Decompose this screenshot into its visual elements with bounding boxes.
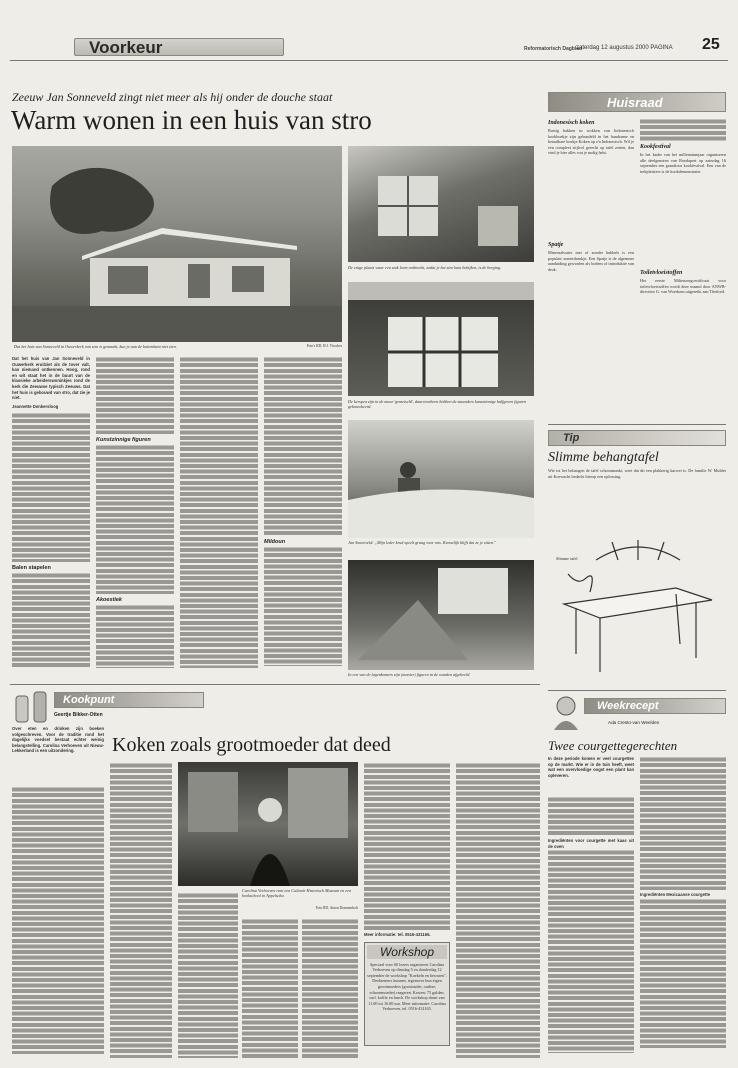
weekrecept-author: Ada Cresto-van Weelden (608, 720, 660, 725)
kookpunt-column-2 (110, 762, 172, 1058)
kookpunt-column-3 (178, 892, 238, 1058)
main-photo-credit: Foto's RD, H.J. Visscher (306, 344, 342, 348)
photo-caption-1: De enige plaats waar een stuk leem ontbreekt, zodat je het stro kunt bekijken, is de berging. (348, 265, 502, 270)
photo-caption-4: In een van de lagenkamers zijn (manier) figuren in de wanden afgebeeld. (348, 672, 471, 677)
kookpunt-column-5 (302, 918, 358, 1058)
section-title: Voorkeur (89, 38, 163, 57)
huisraad-item-title-3: Kookfestival (640, 144, 671, 150)
weekrecept-headline: Twee courgettegerechten (548, 738, 678, 753)
main-photo-caption: Dat het huis van Sonneveld in Ouwerkerk van stro is gemaakt, kun je aan de buitenkant niet zien. (14, 344, 177, 349)
kookpunt-author: Geertje Bikker-Otten (54, 712, 103, 718)
tip-label: Tip (563, 432, 580, 444)
straw-house-photo (12, 146, 342, 342)
article-body-2 (12, 572, 90, 668)
sonneveld-photo (348, 420, 534, 538)
workshop-title: Workshop (367, 945, 447, 959)
paper-name: Reformatorisch Dagblad (524, 46, 583, 52)
kookpunt-column-1 (12, 726, 104, 1058)
weekrecept-banner (584, 698, 726, 714)
window-photo (348, 282, 534, 396)
weekrecept-column-1 (548, 756, 634, 1058)
kookpunt-column-6 (364, 762, 450, 1058)
photo-caption-3: Jan Sonneveld: „Mijn leder krud speelt graag voor ons. Kennelijk blijft dat ze je zitten." (348, 540, 496, 545)
recipe-title-2: Ingrediënten Mexicaanse courgette (640, 892, 711, 897)
kookpunt-icons (12, 688, 52, 724)
weekrecept-column-2 (640, 756, 726, 1058)
workshop-box (364, 942, 450, 1046)
page-number: 25 (702, 36, 720, 53)
workshop-text: Speciaal voor 60 lezers organiseert Carolina Verhoeven op dinsdag 5 en donderdag 12 september de workshop "Koekeln en bewaren". Deelnemers kunnen, tegenover hun eigen grootmoeders (grootouder, oudere, schoonmoeder) reageren. Kosten: 75 gulden, incl. koffie en lunch. De workshop duurt van 11.00 tot 16.00 uur. Meer informatie: Carolina Verhoeven, tel. 0516-431165. (367, 961, 447, 1012)
tip-banner (548, 430, 726, 446)
article-byline: Jeannette Donkersloog (12, 403, 59, 409)
kookpunt-photo-credit: Foto RD, Anton Dommerholt (315, 906, 358, 910)
lower-rule (10, 684, 540, 685)
huisraad-item-text-1: Rustig bakken in wokken van Indonesisch kookboekje zijn gebundeld in het handzame en betaalbare boekje Koken op z'n Indonesisch. Wil je een compleet stijlvol gerecht op tafel zetten, dan vind je hier alles wat je nodig hebt. (548, 128, 634, 156)
page-header (10, 36, 728, 62)
tip-rule (548, 424, 726, 425)
main-title: Warm wonen in een huis van stro (11, 105, 372, 135)
article-column-1 (12, 356, 90, 668)
kookpunt-more-info: Meer informatie: tel. 0516-431165. (364, 932, 431, 937)
tip-text: Wie tot het behangen de tafel schoonmaakt, weet dat dit een plakkerig karwei is. De familie W. Mulder uit Koewacht bedacht hierop een oplossing. (548, 468, 726, 479)
huisraad-item-text-4: Het eerste Milieuzorgcertificaat voor toiletvloeistoffen wordt deze maand door ANWB-directeur G. van Woerkom uitgereikt aan Thetford. (640, 278, 726, 295)
salt-pepper-icon (12, 688, 52, 724)
kookpunt-title: Kookpunt (63, 694, 115, 706)
subhead-kunstzinnige: Kunstzinnige figuren (96, 437, 151, 443)
weekrecept-intro: In deze periode komen er veel courgettes op de markt. Wie er in de tuin heeft, weet wat een overvloedige oogst een plant kan opleveren. (548, 756, 634, 778)
huisraad-item-title-2: Spatje (548, 242, 564, 248)
article-column-2 (96, 356, 174, 668)
article-lead: Dat het huis van Jan Sonneveld in Ouwerkerk eruitziet als de tover valt, kan niemand ontkennen. Hoog, rond en wit staat het in de buurt van de klassieke arbeiderswoninkjes rond de kerk die Zeeuwse typisch Zeeuws. Dat het huis is gebouwd van stro, dat zie je niet. (12, 356, 90, 401)
kookpunt-column-4 (242, 918, 298, 1058)
subhead-balen: Balen stapelen (12, 565, 51, 572)
barn-interior-photo (348, 146, 534, 262)
header-rule (10, 60, 728, 61)
tip-caption: Slimme tafel (556, 556, 578, 561)
subhead-akoestiek: Akoestiek (96, 597, 122, 603)
room-photo (348, 560, 534, 670)
huisraad-item-text-3: In het kader van het millenniumjaar organiseren alle deelgenoten van Boedapest op zaterdag 16 september een grandioos kookfestival. Een van de trekpleisters is de kookdemonstratie. (640, 152, 726, 174)
house-drawing (12, 146, 342, 342)
kookpunt-headline: Koken zoals grootmoeder dat deed (112, 734, 391, 756)
section-banner (74, 38, 284, 56)
article-column-3 (180, 356, 258, 668)
huisraad-item-title-4: Toiletvloeistoffen (640, 270, 683, 276)
huisraad-item-text-2: Mineraalwater met of zonder bubbels is een populair zomerdrankje. Een Spatje is de algemene aanduiding geworden als bodem of introduktie van druk. (548, 250, 634, 272)
recipe-title-1: Ingrediënten voor courgette met kaas uit de oven (548, 838, 634, 849)
date-label: zaterdag 12 augustus 2000 PAGINA (576, 45, 673, 51)
kookpunt-column-7 (456, 762, 540, 1058)
kookpunt-photo-caption: Carolina Verhoeven runt een Culinair Historisch Museum en een kookschool in Appelscha. (242, 888, 352, 898)
kookpunt-intro: Over eten en drinken zijn boeken volgeschreven. Voor de traditie rond het dagelijks voedsel bestaat echter weinig belangstelling. Carolina Verhoeven uit Nieuw-Lekkerland is een uitzondering. (12, 726, 104, 754)
weekrecept-rule (548, 690, 726, 691)
huisraad-banner (548, 92, 726, 112)
tip-title: Slimme behangtafel (548, 450, 659, 465)
huisraad-column-1 (548, 118, 634, 418)
photo-caption-2: De kerspen zijn in de muur 'gemetseld', daarvoorheen hebben de staanders kunstzinnige halfgeven figuren gebouwheerd. (348, 399, 527, 409)
huisraad-column-2 (640, 118, 726, 418)
main-kicker: Zeeuw Jan Sonneveld zingt niet meer als hij onder de douche staat (12, 90, 333, 104)
huisraad-title: Huisraad (607, 95, 663, 110)
weekrecept-title: Weekrecept (597, 700, 659, 712)
chef-icon (552, 694, 580, 730)
article-column-4 (264, 356, 342, 668)
article-body-1 (12, 412, 90, 562)
subhead-mildoun: Mildoun (264, 539, 286, 545)
huisraad-item-title-1: Indonesisch koken (548, 120, 595, 126)
chef-avatar (552, 694, 580, 730)
kookpunt-banner (54, 692, 204, 708)
carolina-photo (178, 762, 358, 886)
